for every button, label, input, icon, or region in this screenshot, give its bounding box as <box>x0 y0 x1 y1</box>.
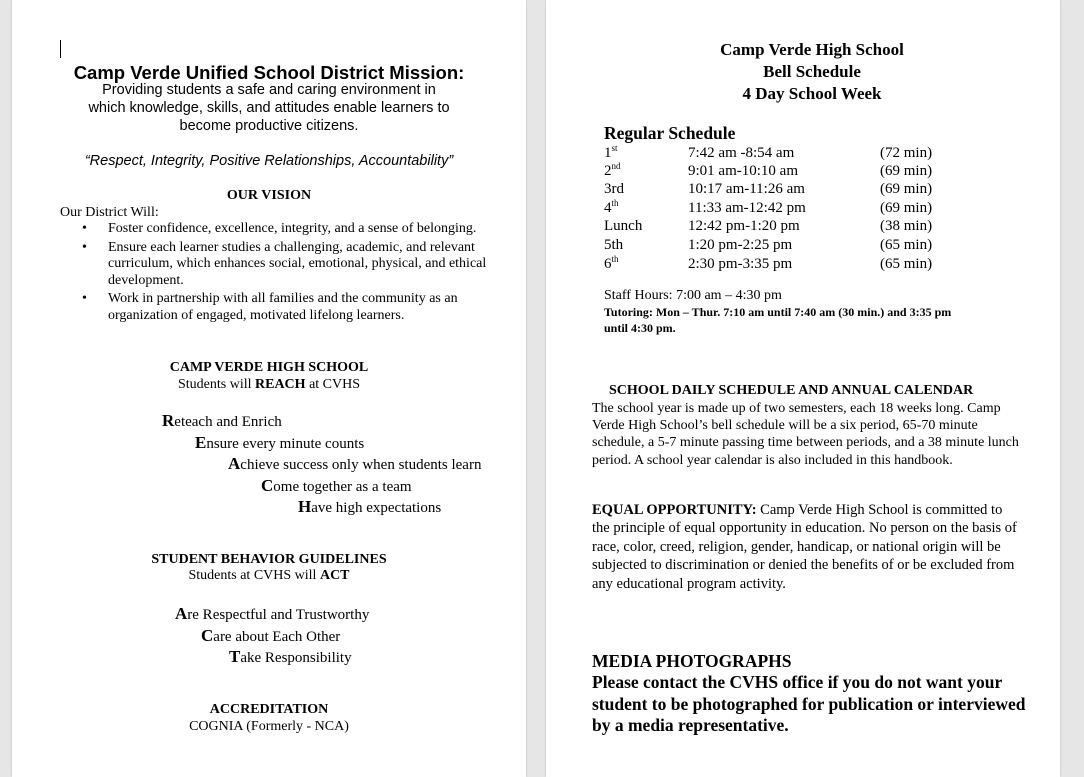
reach-item <box>162 411 282 431</box>
act-heading: STUDENT BEHAVIOR GUIDELINES <box>151 552 387 567</box>
tutoring-hours: Tutoring: Mon – Thur. 7:10 am until 7:40 am (30 min.) and 3:35 pm <box>604 305 952 319</box>
act-text: are about Each Other <box>213 629 341 645</box>
period-time: 9:01 am-10:10 am <box>688 163 798 179</box>
daily-schedule-text: The school year is made up of two semesters, each 18 weeks long. Camp Verde High School’s bell schedule will be a six period, 65-70 minute schedule, a 5-7 minute passing time between periods, and a 38 minute lunch period. A school year calendar is also included in this handbook. <box>592 401 1019 468</box>
staff-hours: Staff Hours: 7:00 am – 4:30 pm <box>604 288 782 303</box>
page-title: Camp Verde High School <box>720 40 904 59</box>
reach-sub-bold: REACH <box>255 377 306 392</box>
period-time: 7:42 am -8:54 am <box>688 145 795 161</box>
period-duration: (38 min) <box>880 218 933 234</box>
period-label <box>604 218 642 235</box>
period-duration: (69 min) <box>880 181 933 197</box>
reach-text: ave high expectations <box>311 500 442 516</box>
mission-title: Camp Verde Unified School District Mission: <box>73 62 465 83</box>
vision-item-text: Foster confidence, excellence, integrity, and a sense of belonging. <box>108 221 477 236</box>
media-text: Please contact the CVHS office if you do not want your student to be photographed for publication or interviewed by a media representative. <box>592 672 1026 735</box>
act-text: ake Responsibility <box>240 650 352 666</box>
equal-opportunity-label: EQUAL OPPORTUNITY: <box>592 502 757 518</box>
period-suffix: nd <box>611 161 621 171</box>
act-item <box>201 626 340 646</box>
reach-text: ome together as a team <box>273 479 412 495</box>
mission-line: Providing students a safe and caring environment in <box>102 82 436 98</box>
reach-text: nsure every minute counts <box>206 436 365 452</box>
period-time: 10:17 am-11:26 am <box>688 181 805 197</box>
left-page <box>12 0 526 777</box>
period-duration: (72 min) <box>880 145 933 161</box>
period-label <box>604 145 618 162</box>
period-duration: (65 min) <box>880 237 933 253</box>
period-number: Lunch <box>604 218 643 234</box>
period-number: 6 <box>604 256 612 272</box>
vision-heading: OUR VISION <box>226 188 312 203</box>
act-text: re Respectful and Trustworthy <box>187 607 370 623</box>
accreditation-heading: ACCREDITATION <box>209 702 329 717</box>
act-item <box>175 604 369 624</box>
reach-text: eteach and Enrich <box>174 414 282 430</box>
reach-letter: R <box>162 411 175 430</box>
period-suffix: th <box>611 198 619 208</box>
list-item <box>70 291 490 324</box>
period-duration: (65 min) <box>880 256 933 272</box>
text-cursor <box>60 40 61 58</box>
reach-item <box>261 476 412 496</box>
reach-sub-pre: Students will <box>177 377 255 392</box>
vision-intro: Our District Will: <box>60 205 159 220</box>
reach-letter: H <box>298 497 312 516</box>
mission-line: become productive citizens. <box>179 118 359 134</box>
period-time: 2:30 pm-3:35 pm <box>688 256 793 272</box>
right-page <box>546 0 1060 777</box>
period-number: 3rd <box>604 181 624 197</box>
bullet-icon: • <box>82 221 87 236</box>
reach-item <box>228 454 481 474</box>
media-heading: MEDIA PHOTOGRAPHS <box>592 651 792 671</box>
mission-line: which knowledge, skills, and attitudes enable learners to <box>88 100 450 116</box>
period-label <box>604 181 624 198</box>
period-number: 2 <box>604 163 612 179</box>
vision-list <box>70 221 490 326</box>
reach-item <box>298 497 441 517</box>
reach-heading: CAMP VERDE HIGH SCHOOL <box>169 360 369 375</box>
equal-opportunity-text: Camp Verde High School is committed to the principle of equal opportunity in education. No person on the basis of race, color, creed, religion, gender, handicap, or national origin will be subjected to discrimination or denied the benefits of or be excluded from any educational program activity. <box>592 502 1017 592</box>
period-number: 4 <box>604 200 612 216</box>
equal-opportunity-paragraph <box>592 501 1022 593</box>
daily-schedule-heading: SCHOOL DAILY SCHEDULE AND ANNUAL CALENDAR <box>609 383 974 398</box>
period-suffix: th <box>611 254 619 264</box>
period-time: 11:33 am-12:42 pm <box>688 200 806 216</box>
reach-letter: A <box>228 454 241 473</box>
schedule-heading: Regular Schedule <box>604 123 736 143</box>
act-sub-bold: ACT <box>319 568 350 583</box>
mission-motto: “Respect, Integrity, Positive Relationships, Accountability” <box>84 153 454 169</box>
act-letter: A <box>175 604 188 623</box>
act-letter: T <box>229 647 241 666</box>
period-time: 12:42 pm-1:20 pm <box>688 218 800 234</box>
period-duration: (69 min) <box>880 200 933 216</box>
period-suffix: st <box>611 143 618 153</box>
tutoring-hours-cont: until 4:30 pm. <box>604 321 676 335</box>
vision-item-text: Ensure each learner studies a challenging, academic, and relevant curriculum, which enhances social, emotional, physical, and ethical development. <box>108 239 487 288</box>
reach-item <box>195 433 364 453</box>
reach-sub-post: at CVHS <box>305 377 361 392</box>
page-subtitle: Bell Schedule <box>763 62 861 81</box>
act-item <box>229 647 352 667</box>
reach-letter: E <box>195 433 207 452</box>
list-item <box>70 221 490 238</box>
vision-item-text: Work in partnership with all families and the community as an organization of engaged, motivated lifelong learners. <box>108 291 458 323</box>
act-letter: C <box>201 626 214 645</box>
act-subheading <box>12 568 526 584</box>
period-duration: (69 min) <box>880 163 933 179</box>
period-number: 1 <box>604 145 612 161</box>
period-label <box>604 200 619 217</box>
act-sub-pre: Students at CVHS will <box>188 568 320 583</box>
page-subtitle: 4 Day School Week <box>742 84 882 103</box>
period-time: 1:20 pm-2:25 pm <box>688 237 793 253</box>
reach-subheading <box>12 377 526 393</box>
reach-letter: C <box>261 476 274 495</box>
bullet-icon: • <box>82 291 87 306</box>
list-item <box>70 240 490 290</box>
period-label <box>604 256 619 273</box>
reach-text: chieve success only when students learn <box>240 457 482 473</box>
period-label <box>604 237 623 254</box>
period-number: 5th <box>604 237 624 253</box>
bullet-icon: • <box>82 239 87 255</box>
accreditation-text: COGNIA (Formerly - NCA) <box>189 719 349 734</box>
period-label <box>604 163 621 180</box>
